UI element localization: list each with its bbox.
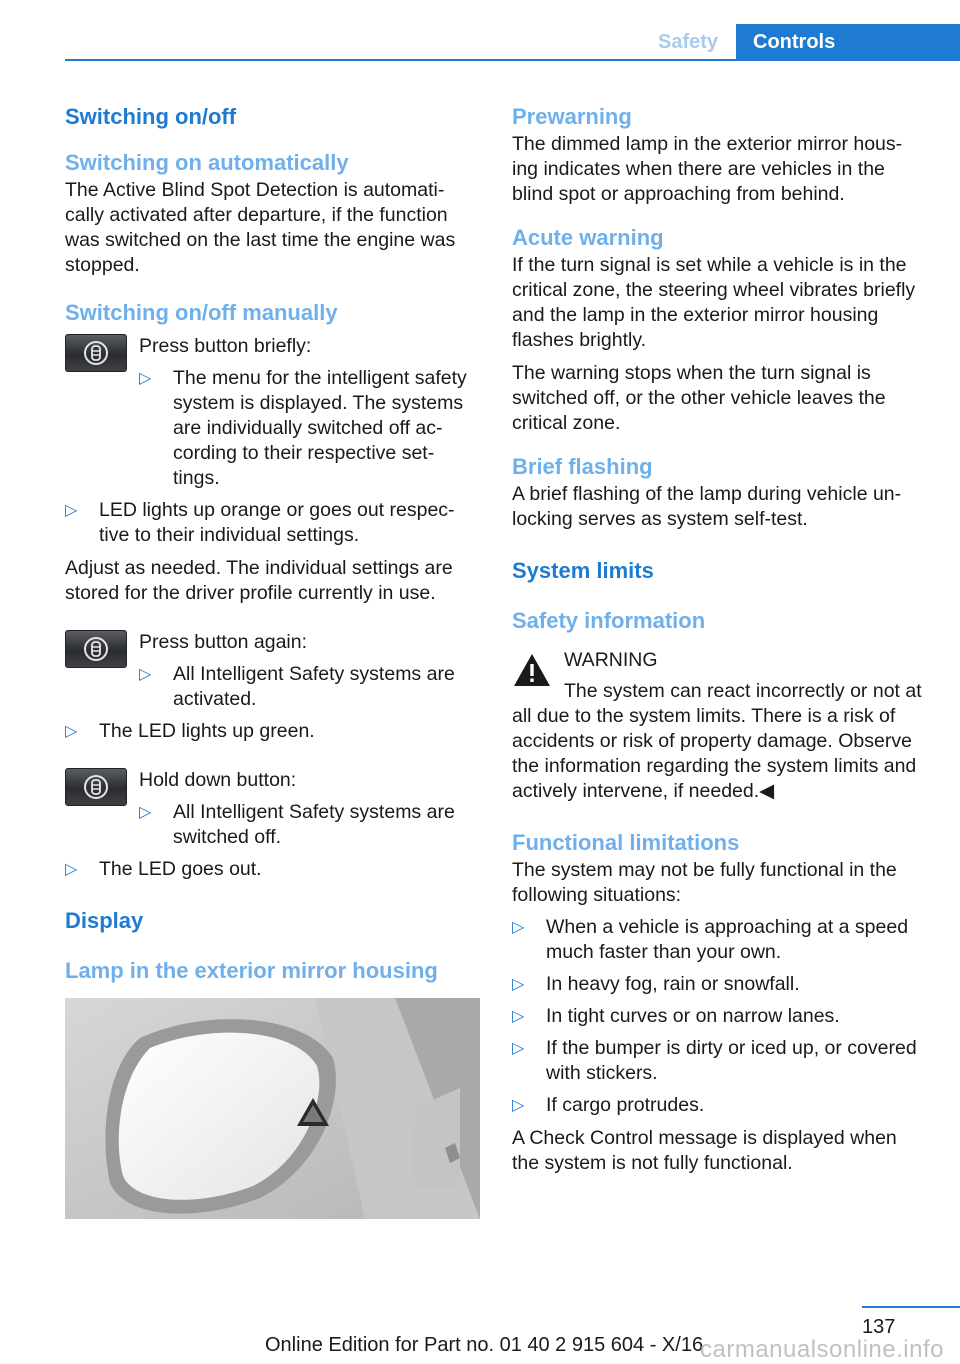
- paragraph-prewarning: The dimmed lamp in the exterior mirror hous‐ing indicates when there are vehicles in the blind spot or approaching from behind.: [512, 133, 903, 205]
- heading-acute-warning: Acute warning: [512, 225, 664, 250]
- instruction-press-briefly: Press button briefly:: [139, 335, 312, 357]
- list-item: ▷ All Intelligent Safety systems are switched off.: [139, 801, 455, 848]
- bullet-icon: ▷: [512, 1008, 525, 1025]
- tab-controls[interactable]: Controls: [736, 24, 960, 61]
- left-column: [65, 102, 480, 1219]
- paragraph-functional: The system may not be fully functional in the following situations:: [512, 859, 897, 906]
- heading-system-limits: System limits: [512, 558, 654, 583]
- heading-lamp-mirror: Lamp in the exterior mirror housing: [65, 958, 438, 983]
- warning-triangle-icon: [512, 652, 552, 688]
- warning-text: The system can react incorrectly or not at all due to the system limits. There is a risk of accidents or risk of property damage. Observe the information regarding the system limits and actively intervene, if needed.◀: [512, 680, 922, 802]
- page-number: 137: [862, 1316, 896, 1338]
- heading-display: Display: [65, 908, 144, 933]
- button-step-briefly: [65, 334, 480, 491]
- list-item: ▷ In heavy fog, rain or snowfall.: [512, 973, 800, 995]
- assist-button-icon: [65, 630, 127, 668]
- bullet-icon: ▷: [139, 666, 152, 683]
- instruction-press-again: Press button again:: [139, 631, 308, 653]
- list-item: ▷ If the bumper is dirty or iced up, or covered with stickers.: [512, 1037, 917, 1084]
- edition-text: Online Edition for Part no. 01 40 2 915 604 - X/16: [265, 1334, 704, 1356]
- paragraph-check-control: A Check Control message is displayed when the system is not fully functional.: [512, 1127, 897, 1174]
- paragraph-automatic: The Active Blind Spot Detection is automati‐cally activated after departure, if the function was switched on the last time the engine was stopped.: [65, 179, 456, 276]
- right-column: [512, 102, 927, 1176]
- tab-safety[interactable]: Safety: [657, 31, 719, 53]
- heading-functional-limitations: Functional limitations: [512, 830, 740, 855]
- list-item: ▷ The LED goes out.: [65, 858, 262, 880]
- heading-brief-flashing: Brief flashing: [512, 454, 653, 479]
- heading-switching-on-off: Switching on/off: [65, 104, 237, 129]
- heading-prewarning: Prewarning: [512, 104, 632, 129]
- list-item: ▷ When a vehicle is approaching at a speed much faster than your own.: [512, 916, 909, 963]
- bullet-icon: ▷: [139, 804, 152, 821]
- paragraph-acute-1: If the turn signal is set while a vehicle is in the critical zone, the steering wheel vibrates briefly and the lamp in the exterior mirror housing flashes brightly.: [512, 254, 916, 351]
- button-step-hold: [65, 768, 480, 850]
- bullet-icon: ▷: [512, 1097, 525, 1114]
- bullet-icon: ▷: [512, 919, 525, 936]
- warning-label: WARNING: [564, 649, 658, 671]
- paragraph-adjust: Adjust as needed. The individual settings are stored for the driver profile currently in use.: [65, 557, 453, 604]
- instruction-hold-down: Hold down button:: [139, 769, 297, 791]
- paragraph-brief-flashing: A brief flashing of the lamp during vehicle un‐locking serves as system self-test.: [512, 483, 902, 530]
- list-item: ▷ The menu for the intelligent safety system is displayed. The systems are individually switched off ac‐cording to their respective set‐tings.: [139, 367, 467, 489]
- bullet-icon: ▷: [65, 502, 78, 519]
- bullet-icon: ▷: [65, 861, 78, 878]
- warning-block: [512, 648, 927, 673]
- list-item: ▷ All Intelligent Safety systems are activated.: [139, 663, 455, 710]
- button-step-again: [65, 630, 480, 712]
- assist-button-icon: [65, 334, 127, 372]
- heading-safety-information: Safety information: [512, 608, 706, 633]
- watermark: carmanualsonline.info: [700, 1336, 944, 1363]
- bullet-icon: ▷: [139, 370, 152, 387]
- heading-switching-manually: Switching on/off manually: [65, 300, 338, 325]
- heading-switching-on-automatically: Switching on automatically: [65, 150, 349, 175]
- bullet-icon: ▷: [65, 723, 78, 740]
- list-item: ▷ LED lights up orange or goes out respec‐tive to their individual settings.: [65, 499, 455, 546]
- list-item: ▷ The LED lights up green.: [65, 720, 315, 742]
- footer-rule: [862, 1306, 960, 1308]
- list-item: ▷ If cargo protrudes.: [512, 1094, 705, 1116]
- assist-button-icon: [65, 768, 127, 806]
- bullet-icon: ▷: [512, 976, 525, 993]
- mirror-lamp-photo: [65, 998, 480, 1219]
- paragraph-acute-2: The warning stops when the turn signal is switched off, or the other vehicle leaves the critical zone.: [512, 362, 886, 434]
- bullet-icon: ▷: [512, 1040, 525, 1057]
- list-item: ▷ In tight curves or on narrow lanes.: [512, 1005, 840, 1027]
